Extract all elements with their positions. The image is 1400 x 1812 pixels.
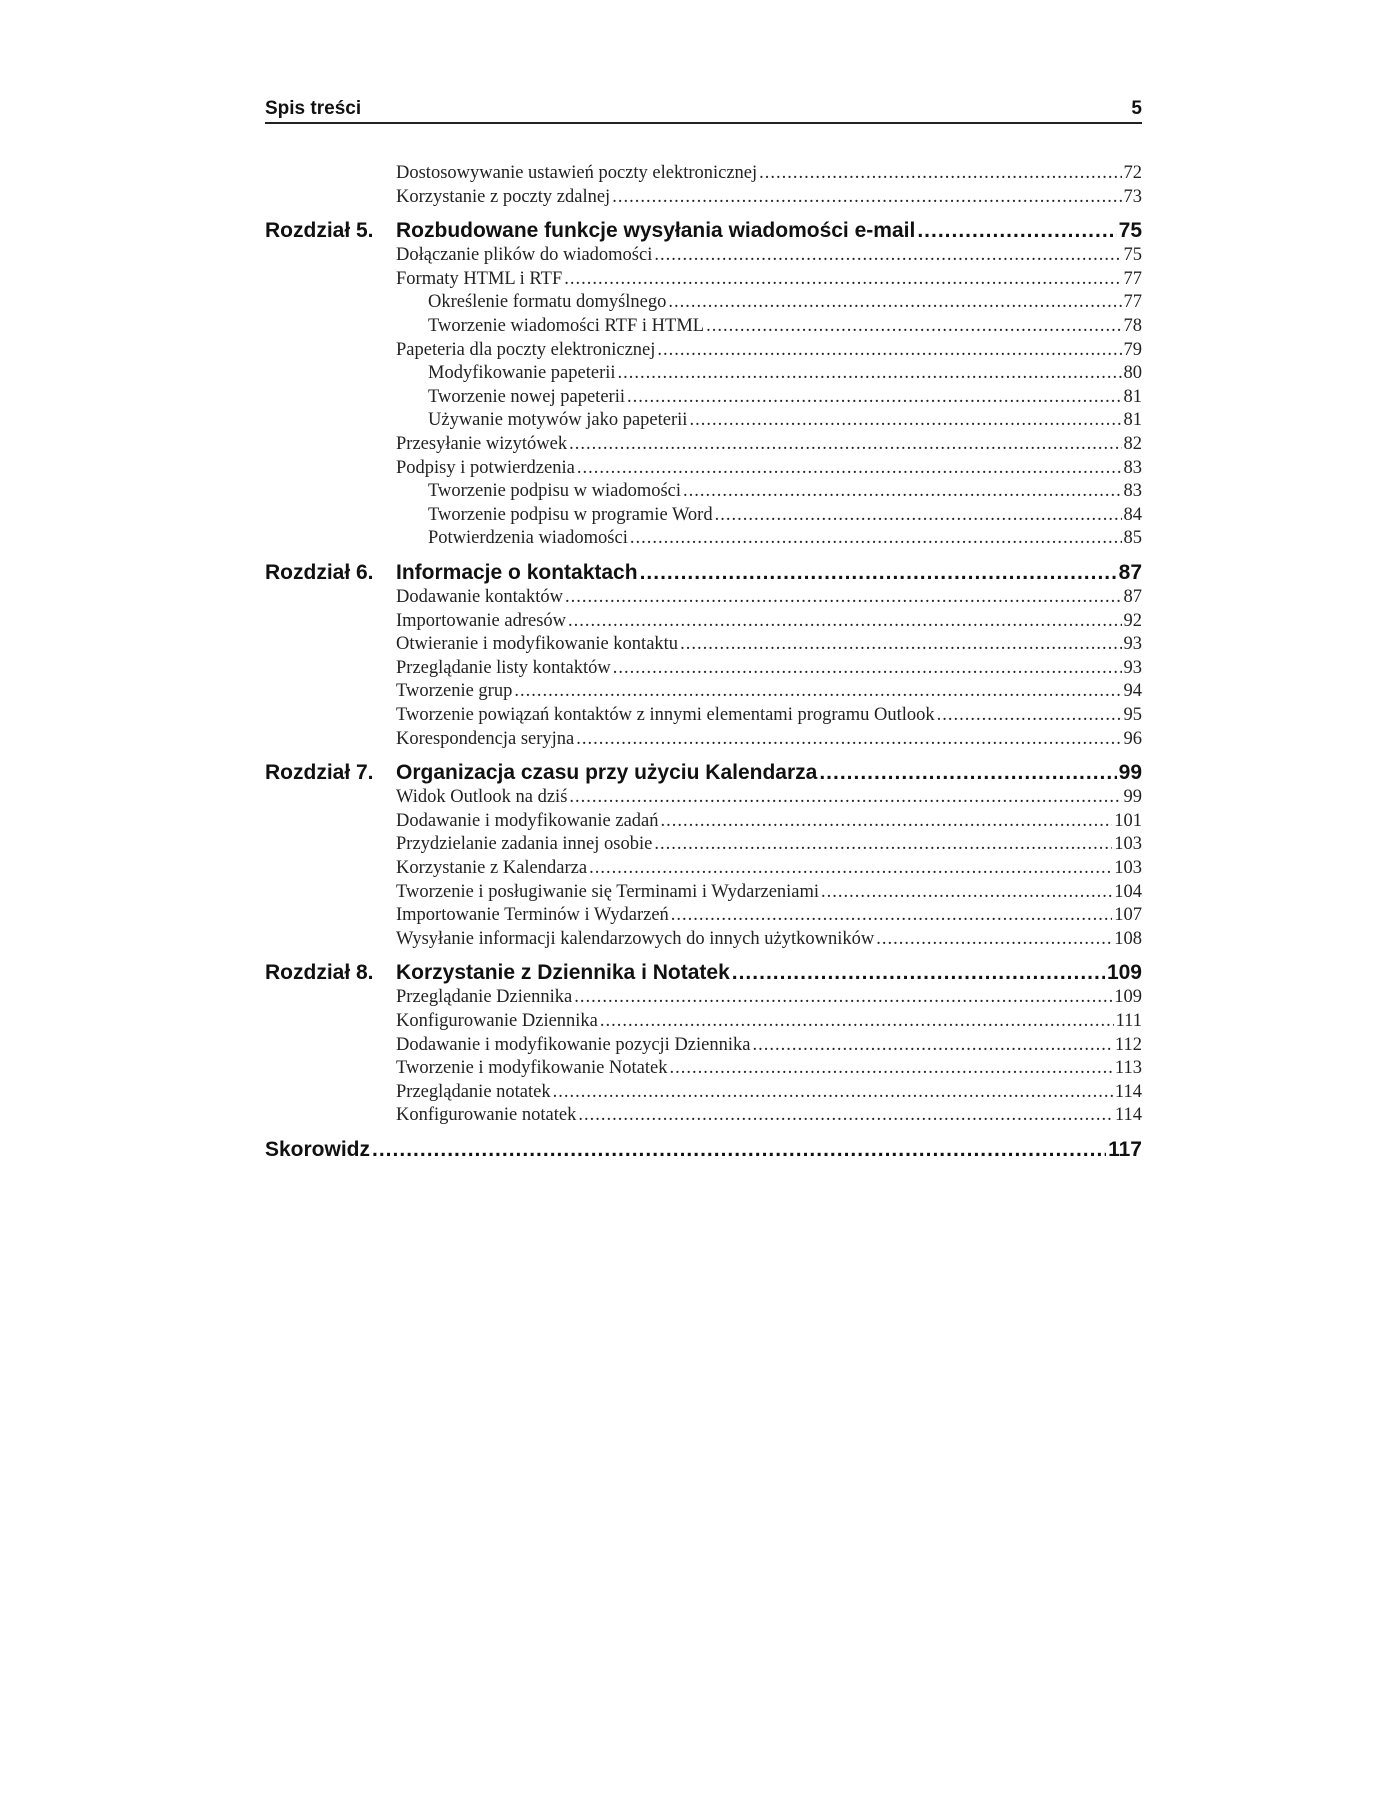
- dot-leader: [576, 729, 1121, 750]
- page-ref: 94: [1123, 681, 1142, 702]
- page-ref: 107: [1114, 905, 1142, 926]
- dot-leader: [732, 961, 1105, 985]
- toc-entry: [265, 316, 1142, 337]
- toc-entry: [265, 658, 1142, 679]
- toc-entry: [265, 611, 1142, 632]
- dot-leader: [568, 611, 1121, 632]
- page-ref: 111: [1115, 1011, 1142, 1031]
- toc-chapter-entry: [265, 561, 1142, 585]
- toc-entry: [265, 292, 1142, 313]
- dot-leader: [668, 292, 1121, 313]
- toc-entry: [265, 340, 1142, 361]
- dot-leader: [569, 434, 1121, 455]
- entry-title: Określenie formatu domyślnego: [428, 292, 667, 313]
- page-ref: 114: [1114, 1081, 1142, 1102]
- entry-title: Importowanie adresów: [396, 610, 567, 631]
- toc-entry: [265, 163, 1142, 184]
- toc-entry: [265, 387, 1142, 408]
- dot-leader: [612, 187, 1121, 208]
- dot-leader: [553, 1082, 1113, 1103]
- toc-entry: [265, 187, 1142, 208]
- dot-leader: [657, 340, 1121, 361]
- entry-title: Widok Outlook na dziś: [396, 787, 568, 808]
- page-ref: 75: [1118, 219, 1142, 243]
- dot-leader: [661, 811, 1113, 832]
- page-ref: 117: [1108, 1138, 1142, 1161]
- page-ref: 87: [1123, 587, 1142, 607]
- entry-title: Konfigurowanie Dziennika: [396, 1011, 598, 1031]
- chapter-label: Rozdział 5.: [265, 219, 374, 243]
- entry-title: Tworzenie podpisu w programie Word: [428, 504, 713, 525]
- toc-entry: [265, 787, 1142, 808]
- toc-entry: [265, 1082, 1142, 1103]
- page-ref: 81: [1123, 410, 1142, 431]
- entry-title: Tworzenie i posługiwanie się Terminami i Wydarzeniami: [396, 881, 820, 902]
- toc-entry: [265, 410, 1142, 431]
- page-ref: 73: [1123, 186, 1142, 207]
- toc-entry: [265, 681, 1142, 702]
- dot-leader: [630, 528, 1122, 549]
- chapter-title: Organizacja czasu przy użyciu Kalendarza: [396, 761, 818, 785]
- page-ref: 75: [1123, 245, 1142, 266]
- entry-title: Tworzenie grup: [396, 681, 513, 702]
- toc-entry: [265, 729, 1142, 750]
- chapter-title: Rozbudowane funkcje wysyłania wiadomości e-mail: [396, 219, 916, 243]
- dot-leader: [670, 1058, 1113, 1079]
- page-ref: 112: [1114, 1034, 1142, 1055]
- dot-leader: [372, 1138, 1106, 1162]
- entry-title: Tworzenie wiadomości RTF i HTML: [428, 316, 705, 336]
- entry-title: Przeglądanie listy kontaktów: [396, 657, 611, 678]
- entry-title: Przesyłanie wizytówek: [396, 434, 568, 454]
- entry-title: Papeteria dla poczty elektronicznej: [396, 339, 656, 360]
- dot-leader: [917, 219, 1116, 243]
- dot-leader: [565, 587, 1122, 608]
- entry-title: Podpisy i potwierdzenia: [396, 457, 575, 478]
- page-ref: 82: [1123, 434, 1142, 454]
- entry-title: Przeglądanie notatek: [396, 1081, 551, 1102]
- page-ref: 83: [1123, 481, 1142, 502]
- entry-title: Dodawanie i modyfikowanie pozycji Dziennika: [396, 1034, 751, 1055]
- page-ref: 104: [1114, 881, 1142, 902]
- page-ref: 96: [1123, 728, 1142, 749]
- page-ref: 93: [1123, 634, 1142, 655]
- entry-title: Korespondencja seryjna: [396, 728, 575, 749]
- page-ref: 108: [1114, 928, 1142, 949]
- toc-entry: [265, 269, 1142, 290]
- entry-title: Przeglądanie Dziennika: [396, 987, 573, 1008]
- toc-entry: [265, 858, 1142, 879]
- dot-leader: [569, 787, 1121, 808]
- chapter-title: Skorowidz: [265, 1138, 371, 1161]
- dot-leader: [654, 834, 1112, 855]
- toc-entry: [265, 245, 1142, 266]
- dot-leader: [876, 929, 1112, 950]
- page-ref: 79: [1123, 339, 1142, 360]
- page-ref: 109: [1106, 961, 1142, 985]
- toc-entry: [265, 1105, 1142, 1126]
- page-ref: 103: [1114, 858, 1142, 878]
- dot-leader: [683, 481, 1121, 502]
- toc-entry: [265, 1011, 1142, 1032]
- chapter-label: Rozdział 7.: [265, 761, 374, 785]
- toc-entry: [265, 505, 1142, 526]
- dot-leader: [600, 1011, 1114, 1032]
- chapter-title: Korzystanie z Dziennika i Notatek: [396, 961, 730, 985]
- entry-title: Przydzielanie zadania innej osobie: [396, 834, 653, 855]
- running-title: Spis treści: [265, 98, 362, 119]
- page-ref: 72: [1123, 163, 1142, 183]
- entry-title: Dodawanie kontaktów: [396, 587, 563, 607]
- toc-entry: [265, 528, 1142, 549]
- toc-chapter-entry: [265, 961, 1142, 985]
- page-ref: 81: [1123, 386, 1142, 407]
- toc-chapter-entry: [265, 761, 1142, 785]
- page-ref: 84: [1123, 504, 1142, 525]
- page-ref: 77: [1123, 292, 1142, 313]
- page-ref: 99: [1123, 787, 1142, 808]
- toc-entry: [265, 987, 1142, 1008]
- page-ref: 85: [1123, 528, 1142, 549]
- dot-leader: [514, 681, 1121, 702]
- dot-leader: [706, 316, 1121, 337]
- entry-title: Tworzenie i modyfikowanie Notatek: [396, 1058, 668, 1079]
- entry-title: Tworzenie nowej papeterii: [428, 386, 625, 407]
- page-ref: 78: [1123, 316, 1142, 336]
- toc-entry: [265, 458, 1142, 479]
- toc-entry: [265, 434, 1142, 455]
- dot-leader: [613, 658, 1122, 679]
- dot-leader: [715, 505, 1122, 526]
- entry-title: Korzystanie z poczty zdalnej: [396, 186, 611, 207]
- entry-title: Używanie motywów jako papeterii: [428, 410, 688, 431]
- toc-entry: [265, 363, 1142, 384]
- dot-leader: [618, 363, 1122, 384]
- page-ref: 114: [1114, 1105, 1142, 1126]
- toc-chapter-entry: [265, 219, 1142, 243]
- dot-leader: [578, 1105, 1113, 1126]
- dot-leader: [680, 634, 1121, 655]
- entry-title: Dostosowywanie ustawień poczty elektronicznej: [396, 163, 758, 183]
- entry-title: Tworzenie podpisu w wiadomości: [428, 481, 682, 502]
- chapter-label: Rozdział 6.: [265, 561, 374, 584]
- entry-title: Importowanie Terminów i Wydarzeń: [396, 905, 669, 926]
- entry-title: Modyfikowanie papeterii: [428, 363, 616, 384]
- dot-leader: [689, 410, 1121, 431]
- chapter-title: Informacje o kontaktach: [396, 561, 638, 584]
- entry-title: Konfigurowanie notatek: [396, 1105, 577, 1126]
- dot-leader: [574, 987, 1112, 1008]
- dot-leader: [671, 905, 1112, 926]
- page-ref: 109: [1114, 987, 1142, 1008]
- toc-entry: [265, 882, 1142, 903]
- entry-title: Dołączanie plików do wiadomości: [396, 245, 653, 266]
- dot-leader: [759, 163, 1121, 184]
- page-ref: 80: [1123, 363, 1142, 384]
- page-ref: 101: [1114, 810, 1142, 831]
- page-ref: 93: [1123, 657, 1142, 678]
- toc-entry: [265, 1035, 1142, 1056]
- dot-leader: [564, 269, 1121, 290]
- page-ref: 95: [1123, 705, 1142, 725]
- page-ref: 83: [1123, 457, 1142, 478]
- dot-leader: [577, 458, 1122, 479]
- toc-entry: [265, 1058, 1142, 1079]
- entry-title: Korzystanie z Kalendarza: [396, 858, 588, 878]
- page-ref: 87: [1118, 561, 1142, 584]
- dot-leader: [937, 705, 1122, 726]
- page-ref: 103: [1114, 834, 1142, 855]
- toc-entry: [265, 929, 1142, 950]
- dot-leader: [640, 561, 1117, 585]
- chapter-label: Rozdział 8.: [265, 961, 374, 985]
- page-header: [265, 96, 1142, 124]
- page-ref: 77: [1123, 268, 1142, 289]
- page-ref: 99: [1118, 761, 1142, 785]
- entry-title: Wysyłanie informacji kalendarzowych do innych użytkowników: [396, 928, 875, 949]
- entry-title: Formaty HTML i RTF: [396, 268, 563, 289]
- dot-leader: [654, 245, 1121, 266]
- page-number: 5: [1131, 98, 1142, 119]
- dot-leader: [752, 1035, 1112, 1056]
- entry-title: Potwierdzenia wiadomości: [428, 528, 628, 549]
- toc-entry: [265, 634, 1142, 655]
- toc-entry: [265, 834, 1142, 855]
- entry-title: Dodawanie i modyfikowanie zadań: [396, 810, 659, 831]
- toc-entry: [265, 811, 1142, 832]
- page-ref: 92: [1123, 610, 1142, 631]
- toc-chapter-entry: [265, 1138, 1142, 1162]
- entry-title: Otwieranie i modyfikowanie kontaktu: [396, 634, 679, 655]
- dot-leader: [821, 882, 1112, 903]
- toc-entry: [265, 587, 1142, 608]
- toc-entry: [265, 905, 1142, 926]
- page-ref: 113: [1114, 1058, 1142, 1079]
- dot-leader: [589, 858, 1112, 879]
- dot-leader: [819, 761, 1116, 785]
- entry-title: Tworzenie powiązań kontaktów z innymi elementami programu Outlook: [396, 705, 935, 725]
- toc-entry: [265, 481, 1142, 502]
- dot-leader: [627, 387, 1122, 408]
- toc-entry: [265, 705, 1142, 726]
